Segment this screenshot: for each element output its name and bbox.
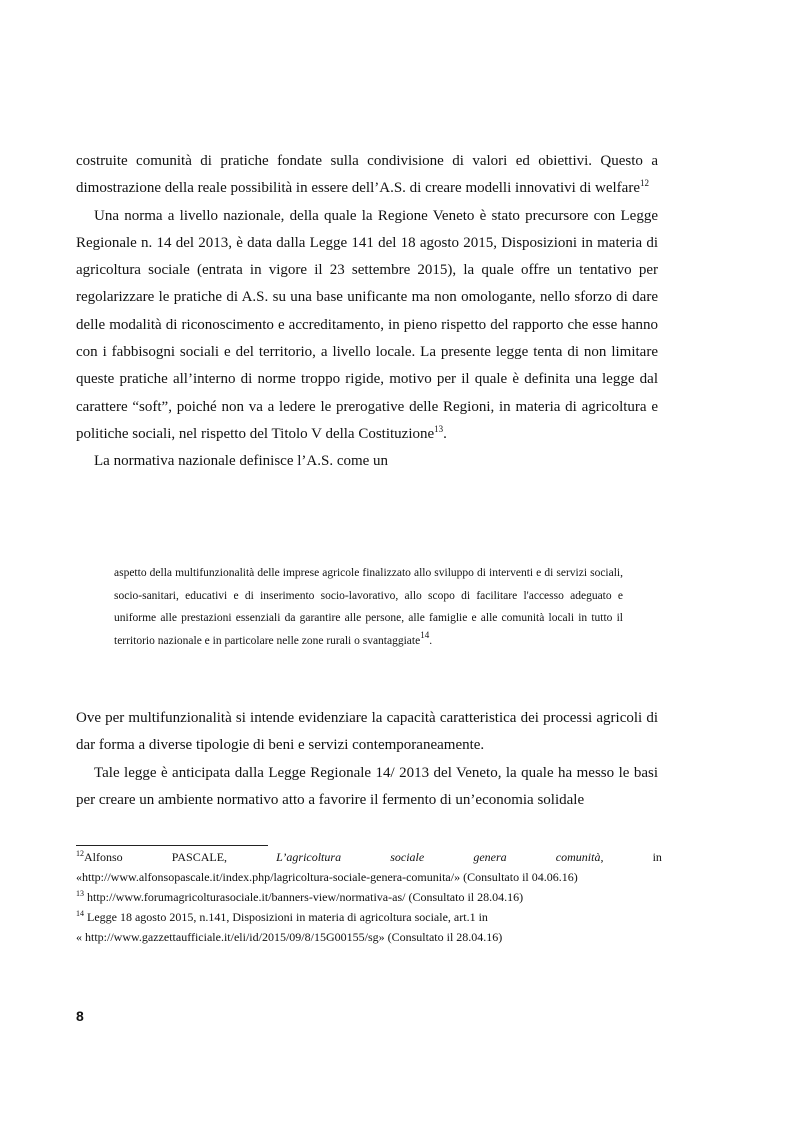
footnote-12-url[interactable]: «http://www.alfonsopascale.it/index.php/lagricoltura-sociale-genera-comunita/» (Consultato il 04.06.16): [76, 870, 578, 884]
footnote-title-word: sociale: [390, 850, 425, 864]
paragraph-3: La normativa nazionale definisce l’A.S. come un: [94, 453, 389, 470]
footnote-title-word: comunità,: [555, 850, 604, 864]
footnote-number: 12: [76, 849, 84, 858]
footnote-14: $^{14}$ Legge 18 agosto 2015, n.141, Disposizioni in materia di agricoltura sociale, art.1 in: [76, 909, 488, 924]
paragraph-5: Tale legge è anticipata dalla Legge Regionale 14/ 2013 del Veneto, la quale ha messo le basi per creare un ambiente normativo atto a favorire il fermento di un’economia solidale: [76, 764, 658, 808]
footnote-ref-12[interactable]: 12: [639, 178, 649, 189]
footnotes: [76, 847, 662, 947]
paragraph-1: costruite comunità di pratiche fondate sulla condivisione di valori ed obiettivi. Questo a dimostrazione della reale possibilità in essere dell’A.S. di creare modelli innovativi di welfare$^{12}$: [76, 153, 658, 197]
footnote-13[interactable]: $^{13}$ http://www.forumagricolturasociale.it/banners-view/normativa-as/ (Consultato il 28.04.16): [76, 889, 524, 904]
footnote-number: 13: [76, 889, 84, 898]
footnote-ref-13[interactable]: 13: [434, 423, 444, 434]
footnote-surname: PASCALE,: [171, 850, 228, 864]
body-text-lower: [76, 705, 658, 814]
paragraph-2: Una norma a livello nazionale, della quale la Regione Veneto è stato precursore con Legge Regionale n. 14 del 2013, è data dalla Legge 141 del 18 agosto 2015, Disposizioni in materia di agricoltura sociale (entrata in vigore il 23 settembre 2015), la quale offre un tentativo per regolarizzare le pratiche di A.S. su una base unificante ma non omologante, nello sforzo di dare delle modalità di riconoscimento e accreditamento, in pieno rispetto del rapporto che esse hanno con i fabbisogni sociali e del territorio, a livello locale. La presente legge tenta di non limitare queste pratiche all’interno di norme troppo rigide, motivo per il quale è definita una legge dal carattere “soft”, poiché non va a ledere le prerogative delle Regioni, in materia di agricoltura e politiche sociali, nel rispetto del Titolo V della Costituzione$^{13}$.: [76, 207, 658, 442]
footnote-title-word: genera: [473, 850, 507, 864]
paragraph-4: Ove per multifunzionalità si intende evidenziare la capacità caratteristica dei processi agricoli di dar forma a diverse tipologie di beni e servizi contemporaneamente.: [76, 710, 658, 754]
page-number: 8: [76, 1008, 84, 1024]
footnote-14-url[interactable]: « http://www.gazzettaufficiale.it/eli/id/2015/09/8/15G00155/sg» (Consultato il 28.04.16): [76, 930, 503, 944]
footnote-author: Alfonso: [84, 850, 123, 864]
block-quote: aspetto della multifunzionalità delle imprese agricole finalizzato allo sviluppo di interventi e di servizi sociali, socio-sanitari, educativi e di inserimento socio-lavorativo, allo scopo di facilitare l'accesso adeguato e uniforme alle prestazioni essenziali da garantire alle persone, alle famiglie e alle comunità locali in tutto il territorio nazionale e in particolare nelle zone rurali o svantaggiate$^{14}$.: [114, 567, 623, 647]
footnote-in-label: in: [652, 850, 662, 864]
footnote-title-word: L’agricoltura: [276, 850, 342, 864]
footnote-12: [76, 847, 662, 867]
footnote-separator: [76, 845, 268, 846]
body-text-upper: [76, 148, 658, 476]
footnote-number: 14: [76, 909, 84, 918]
footnote-ref-14[interactable]: 14: [420, 629, 430, 640]
